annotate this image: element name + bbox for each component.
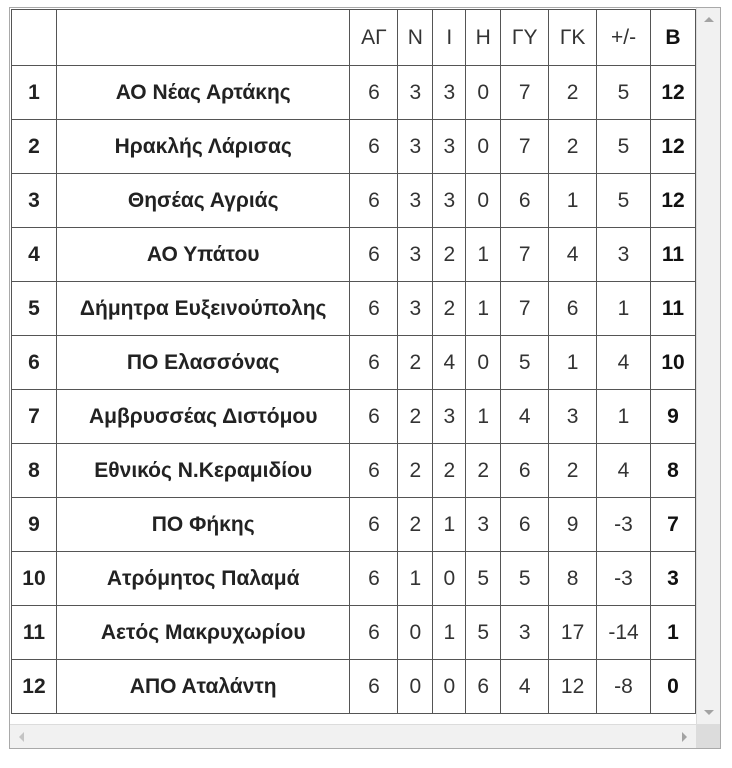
row-position: 5 (12, 282, 57, 336)
points: 12 (650, 174, 695, 228)
team-name: Αμβρυσσέας Διστόμου (56, 390, 350, 444)
table-row (12, 120, 696, 174)
row-position: 2 (12, 120, 57, 174)
goal-difference: -8 (597, 660, 651, 714)
team-name: Θησέας Αγριάς (56, 174, 350, 228)
losses: 0 (466, 336, 501, 390)
row-position: 4 (12, 228, 57, 282)
played: 6 (350, 174, 398, 228)
draws: 3 (433, 174, 466, 228)
team-name: ΑΟ Νέας Αρτάκης (56, 66, 350, 120)
arrow-left-icon[interactable] (19, 732, 24, 742)
header-played: ΑΓ (350, 10, 398, 66)
goal-difference: 1 (597, 282, 651, 336)
goal-difference: 1 (597, 390, 651, 444)
goals-for: 7 (501, 282, 549, 336)
standings-table (11, 9, 696, 714)
header-points: Β (650, 10, 695, 66)
team-name: ΠΟ Φήκης (56, 498, 350, 552)
losses: 2 (466, 444, 501, 498)
losses: 6 (466, 660, 501, 714)
draws: 3 (433, 390, 466, 444)
goals-against: 4 (549, 228, 597, 282)
played: 6 (350, 282, 398, 336)
team-name: Εθνικός Ν.Κεραμιδίου (56, 444, 350, 498)
goals-against: 9 (549, 498, 597, 552)
wins: 0 (398, 660, 433, 714)
played: 6 (350, 390, 398, 444)
team-name: ΑΟ Υπάτου (56, 228, 350, 282)
draws: 0 (433, 552, 466, 606)
points: 7 (650, 498, 695, 552)
losses: 0 (466, 174, 501, 228)
goal-difference: 5 (597, 174, 651, 228)
table-viewport[interactable] (10, 8, 696, 724)
goals-against: 3 (549, 390, 597, 444)
draws: 0 (433, 660, 466, 714)
losses: 0 (466, 66, 501, 120)
arrow-up-icon[interactable] (704, 17, 714, 22)
goals-for: 4 (501, 390, 549, 444)
goals-against: 2 (549, 66, 597, 120)
losses: 1 (466, 282, 501, 336)
arrow-down-icon[interactable] (704, 710, 714, 715)
draws: 2 (433, 444, 466, 498)
team-name: ΑΠΟ Αταλάντη (56, 660, 350, 714)
losses: 0 (466, 120, 501, 174)
table-row (12, 444, 696, 498)
goals-against: 1 (549, 174, 597, 228)
draws: 1 (433, 606, 466, 660)
goals-for: 7 (501, 120, 549, 174)
goal-difference: 4 (597, 444, 651, 498)
goals-against: 2 (549, 120, 597, 174)
draws: 1 (433, 498, 466, 552)
losses: 5 (466, 606, 501, 660)
table-row (12, 660, 696, 714)
played: 6 (350, 498, 398, 552)
table-row (12, 390, 696, 444)
goals-for: 5 (501, 552, 549, 606)
points: 1 (650, 606, 695, 660)
wins: 2 (398, 336, 433, 390)
header-position (12, 10, 57, 66)
points: 9 (650, 390, 695, 444)
header-draws: Ι (433, 10, 466, 66)
goals-for: 7 (501, 66, 549, 120)
points: 12 (650, 66, 695, 120)
goals-for: 6 (501, 174, 549, 228)
wins: 2 (398, 390, 433, 444)
points: 12 (650, 120, 695, 174)
row-position: 1 (12, 66, 57, 120)
wins: 3 (398, 174, 433, 228)
horizontal-scrollbar[interactable] (10, 724, 696, 748)
team-name: Αετός Μακρυχωρίου (56, 606, 350, 660)
table-row (12, 606, 696, 660)
goal-difference: 3 (597, 228, 651, 282)
goal-difference: 4 (597, 336, 651, 390)
points: 11 (650, 282, 695, 336)
wins: 2 (398, 498, 433, 552)
goals-for: 6 (501, 498, 549, 552)
goal-difference: -14 (597, 606, 651, 660)
draws: 2 (433, 282, 466, 336)
row-position: 10 (12, 552, 57, 606)
played: 6 (350, 120, 398, 174)
row-position: 11 (12, 606, 57, 660)
arrow-right-icon[interactable] (682, 732, 687, 742)
goals-against: 12 (549, 660, 597, 714)
goals-against: 17 (549, 606, 597, 660)
goal-difference: 5 (597, 120, 651, 174)
row-position: 9 (12, 498, 57, 552)
wins: 3 (398, 228, 433, 282)
table-row (12, 552, 696, 606)
points: 8 (650, 444, 695, 498)
goal-difference: -3 (597, 498, 651, 552)
points: 3 (650, 552, 695, 606)
team-name: Ηρακλής Λάρισας (56, 120, 350, 174)
table-row (12, 174, 696, 228)
points: 10 (650, 336, 695, 390)
header-goals-against: ΓΚ (549, 10, 597, 66)
goals-against: 2 (549, 444, 597, 498)
draws: 3 (433, 66, 466, 120)
row-position: 8 (12, 444, 57, 498)
table-row (12, 228, 696, 282)
goals-against: 8 (549, 552, 597, 606)
table-row (12, 66, 696, 120)
header-goals-for: ΓΥ (501, 10, 549, 66)
row-position: 6 (12, 336, 57, 390)
goal-difference: 5 (597, 66, 651, 120)
losses: 5 (466, 552, 501, 606)
row-position: 7 (12, 390, 57, 444)
goals-for: 7 (501, 228, 549, 282)
wins: 0 (398, 606, 433, 660)
played: 6 (350, 444, 398, 498)
wins: 1 (398, 552, 433, 606)
losses: 3 (466, 498, 501, 552)
wins: 3 (398, 282, 433, 336)
losses: 1 (466, 228, 501, 282)
row-position: 3 (12, 174, 57, 228)
scrollbar-corner (696, 724, 720, 748)
wins: 3 (398, 120, 433, 174)
wins: 2 (398, 444, 433, 498)
goal-difference: -3 (597, 552, 651, 606)
played: 6 (350, 228, 398, 282)
goals-for: 4 (501, 660, 549, 714)
table-row (12, 336, 696, 390)
header-wins: Ν (398, 10, 433, 66)
played: 6 (350, 552, 398, 606)
goals-against: 1 (549, 336, 597, 390)
standings-table-frame (9, 7, 721, 749)
draws: 4 (433, 336, 466, 390)
table-row (12, 498, 696, 552)
losses: 1 (466, 390, 501, 444)
played: 6 (350, 660, 398, 714)
draws: 3 (433, 120, 466, 174)
header-losses: Η (466, 10, 501, 66)
table-row (12, 282, 696, 336)
team-name: Δήμητρα Ευξεινούπολης (56, 282, 350, 336)
header-goal-difference: +/- (597, 10, 651, 66)
played: 6 (350, 606, 398, 660)
team-name: Ατρόμητος Παλαμά (56, 552, 350, 606)
played: 6 (350, 66, 398, 120)
header-team (56, 10, 350, 66)
points: 11 (650, 228, 695, 282)
wins: 3 (398, 66, 433, 120)
draws: 2 (433, 228, 466, 282)
header-row (12, 10, 696, 66)
points: 0 (650, 660, 695, 714)
goals-against: 6 (549, 282, 597, 336)
team-name: ΠΟ Ελασσόνας (56, 336, 350, 390)
vertical-scrollbar[interactable] (696, 8, 720, 724)
played: 6 (350, 336, 398, 390)
goals-for: 5 (501, 336, 549, 390)
goals-for: 3 (501, 606, 549, 660)
goals-for: 6 (501, 444, 549, 498)
row-position: 12 (12, 660, 57, 714)
